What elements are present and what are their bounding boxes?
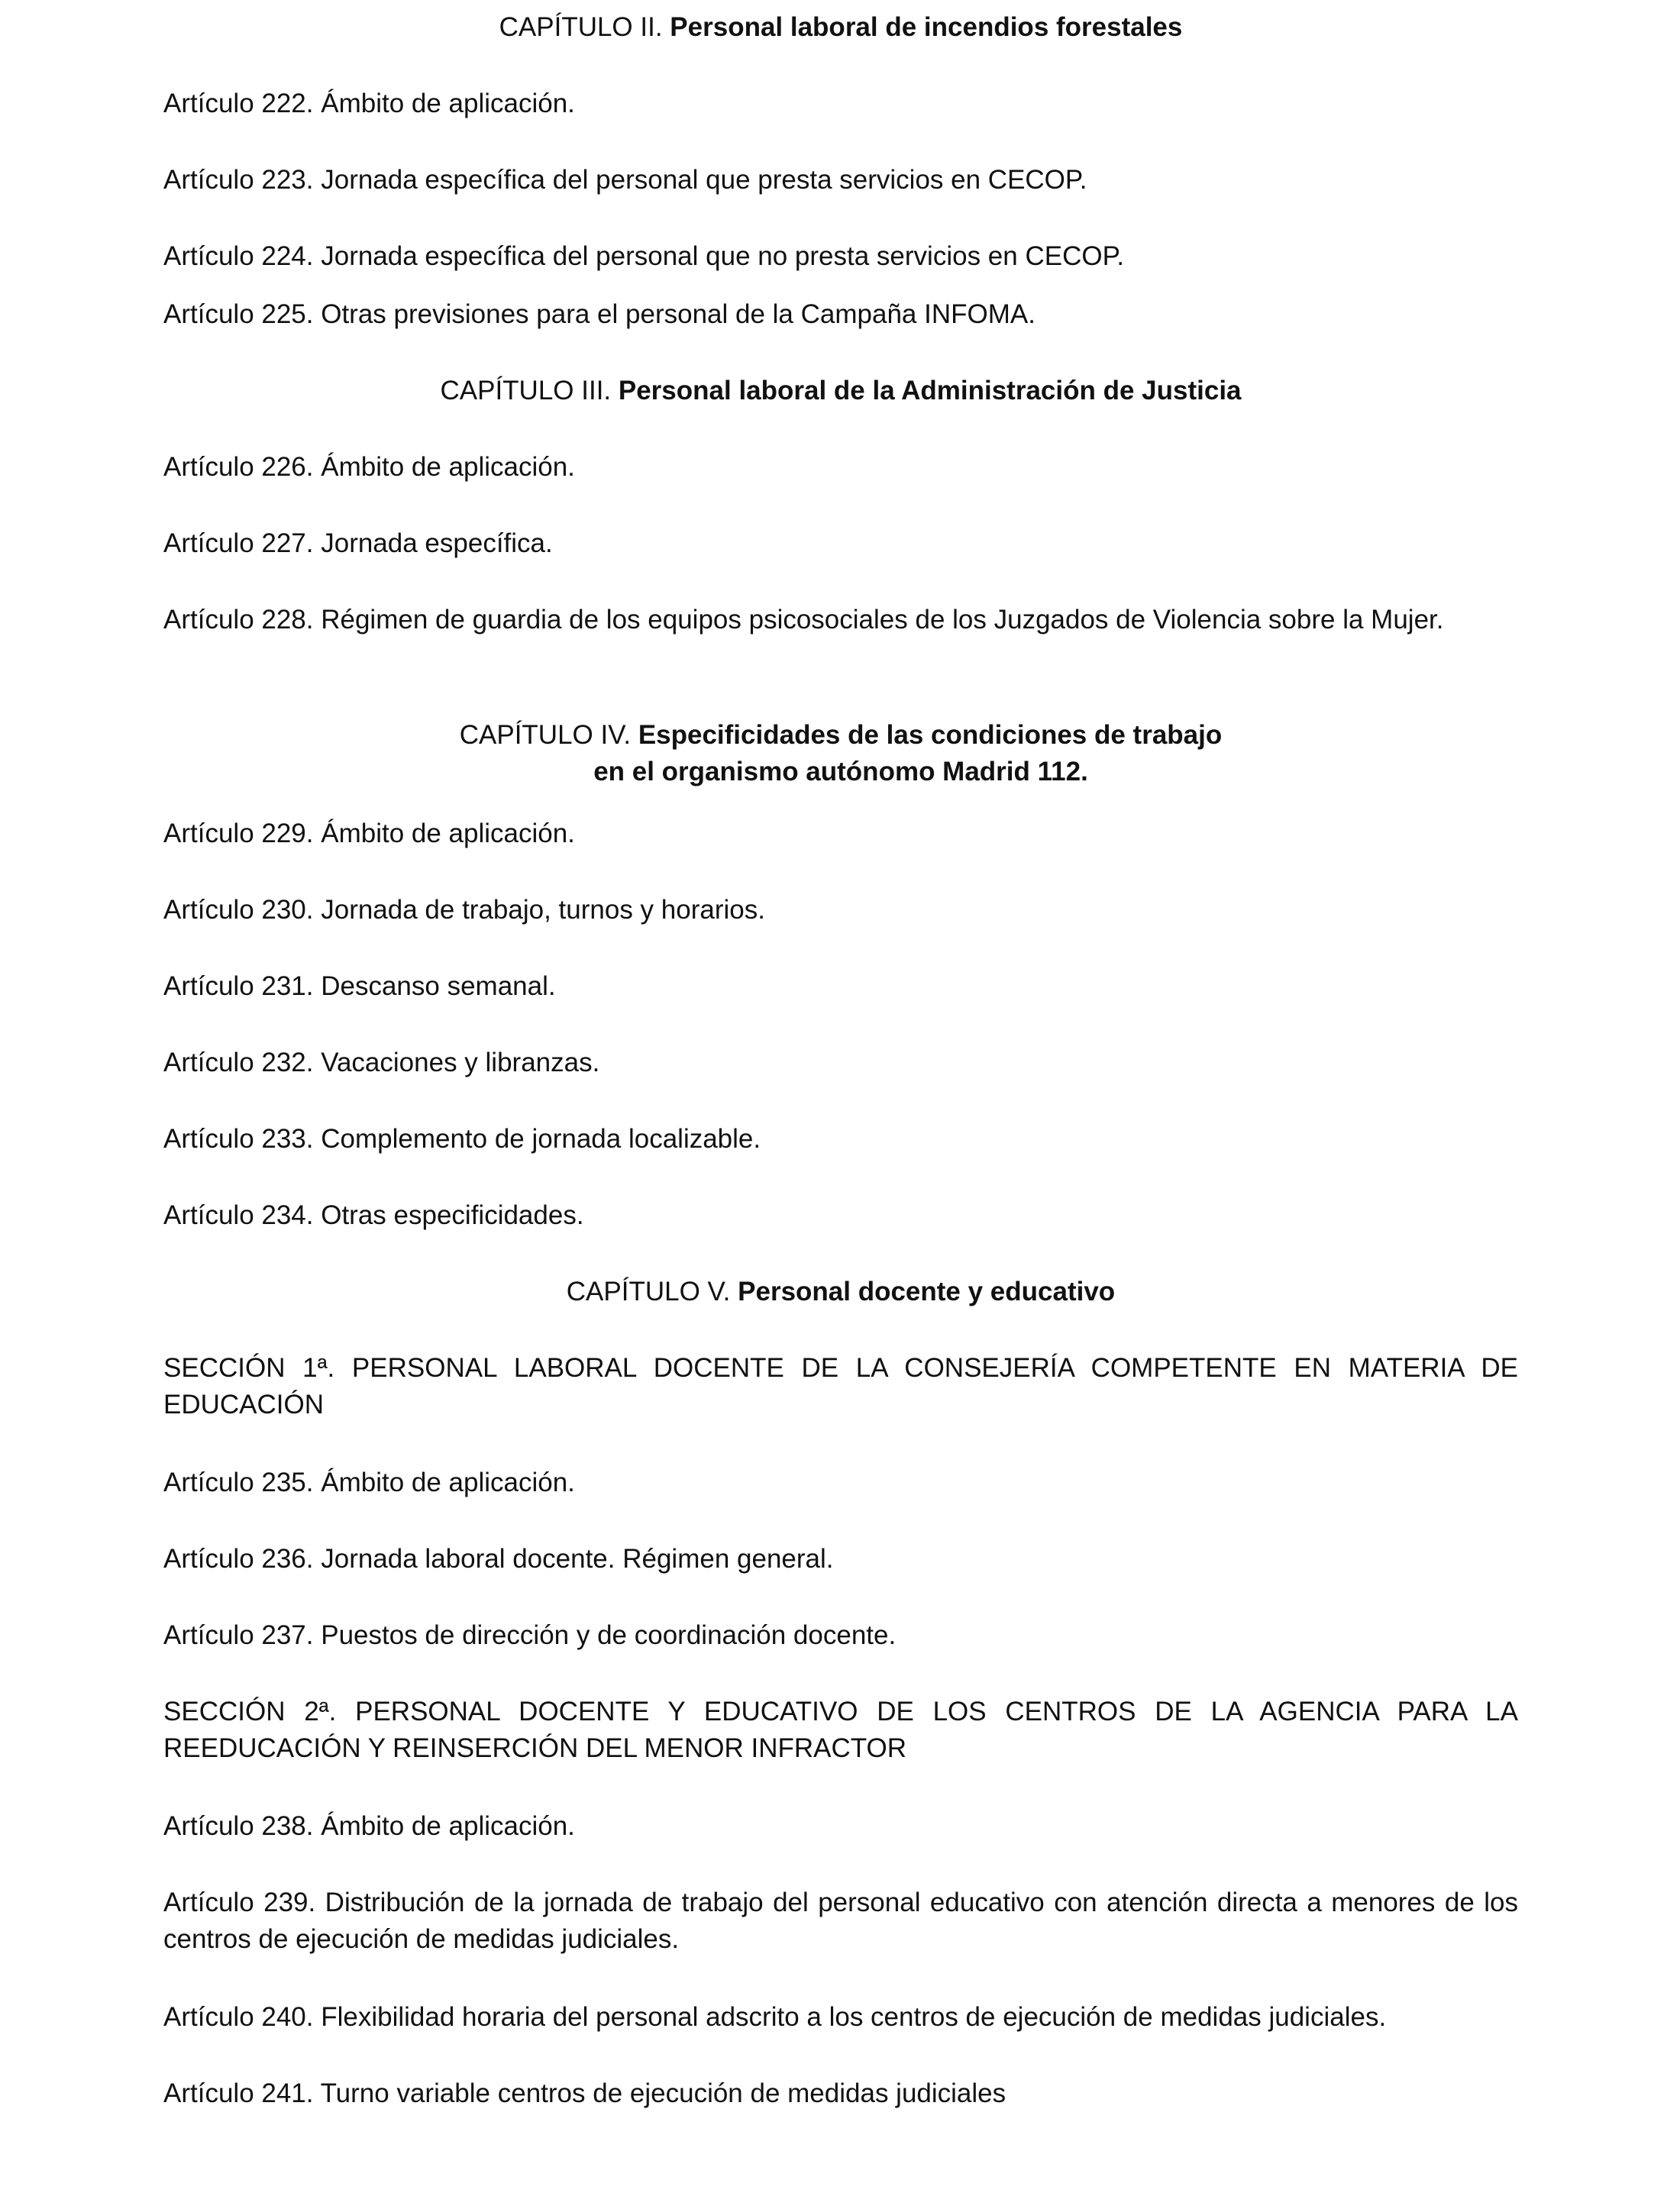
chapter-5-heading xyxy=(163,1274,1518,1310)
article-241: Artículo 241. Turno variable centros de ejecución de medidas judiciales xyxy=(163,2078,1006,2108)
chapter-4-title-line1: Especificidades de las condiciones de trabajo xyxy=(638,720,1223,750)
article-240: Artículo 240. Flexibilidad horaria del personal adscrito a los centros de ejecución de medidas judiciales. xyxy=(163,2002,1387,2032)
article-222: Artículo 222. Ámbito de aplicación. xyxy=(163,89,575,118)
article-227: Artículo 227. Jornada específica. xyxy=(163,528,553,558)
article-225: Artículo 225. Otras previsiones para el personal de la Campaña INFOMA. xyxy=(163,299,1035,329)
chapter-3-heading xyxy=(163,373,1518,409)
chapter-4-prefix: CAPÍTULO IV. xyxy=(459,720,632,750)
chapter-2-prefix: CAPÍTULO II. xyxy=(499,12,663,42)
chapter-2-heading xyxy=(163,9,1518,46)
section-1-heading: SECCIÓN 1ª. PERSONAL LABORAL DOCENTE DE LA CONSEJERÍA COMPETENTE EN MATERIA DE EDUCACIÓN xyxy=(163,1353,1518,1419)
article-229: Artículo 229. Ámbito de aplicación. xyxy=(163,819,575,848)
article-226: Artículo 226. Ámbito de aplicación. xyxy=(163,452,575,482)
section-2-heading: SECCIÓN 2ª. PERSONAL DOCENTE Y EDUCATIVO DE LOS CENTROS DE LA AGENCIA PARA LA REEDUCACIÓN Y REINSERCIÓN DEL MENOR INFRACTOR xyxy=(163,1697,1518,1763)
chapter-2-title: Personal laboral de incendios forestales xyxy=(670,12,1183,42)
article-238: Artículo 238. Ámbito de aplicación. xyxy=(163,1811,575,1841)
chapter-5-title: Personal docente y educativo xyxy=(738,1277,1116,1306)
article-223: Artículo 223. Jornada específica del personal que presta servicios en CECOP. xyxy=(163,165,1087,195)
article-234: Artículo 234. Otras especificidades. xyxy=(163,1200,584,1230)
article-237: Artículo 237. Puestos de dirección y de coordinación docente. xyxy=(163,1620,897,1650)
article-230: Artículo 230. Jornada de trabajo, turnos y horarios. xyxy=(163,895,765,925)
chapter-4-heading xyxy=(163,717,1518,754)
article-231: Artículo 231. Descanso semanal. xyxy=(163,971,556,1001)
article-224: Artículo 224. Jornada específica del personal que no presta servicios en CECOP. xyxy=(163,241,1125,271)
article-228: Artículo 228. Régimen de guardia de los equipos psicosociales de los Juzgados de Violencia sobre la Mujer. xyxy=(163,605,1444,635)
chapter-5-prefix: CAPÍTULO V. xyxy=(566,1277,731,1306)
article-232: Artículo 232. Vacaciones y libranzas. xyxy=(163,1048,600,1077)
article-235: Artículo 235. Ámbito de aplicación. xyxy=(163,1468,575,1497)
chapter-3-title: Personal laboral de la Administración de Justicia xyxy=(618,376,1242,405)
article-239: Artículo 239. Distribución de la jornada de trabajo del personal educativo con atención directa a menores de los centros de ejecución de medidas judiciales. xyxy=(163,1888,1518,1954)
chapter-3-prefix: CAPÍTULO III. xyxy=(440,376,612,405)
article-236: Artículo 236. Jornada laboral docente. Régimen general. xyxy=(163,1544,834,1574)
chapter-4-title-line2: en el organismo autónomo Madrid 112. xyxy=(593,757,1088,786)
article-233: Artículo 233. Complemento de jornada localizable. xyxy=(163,1124,761,1154)
